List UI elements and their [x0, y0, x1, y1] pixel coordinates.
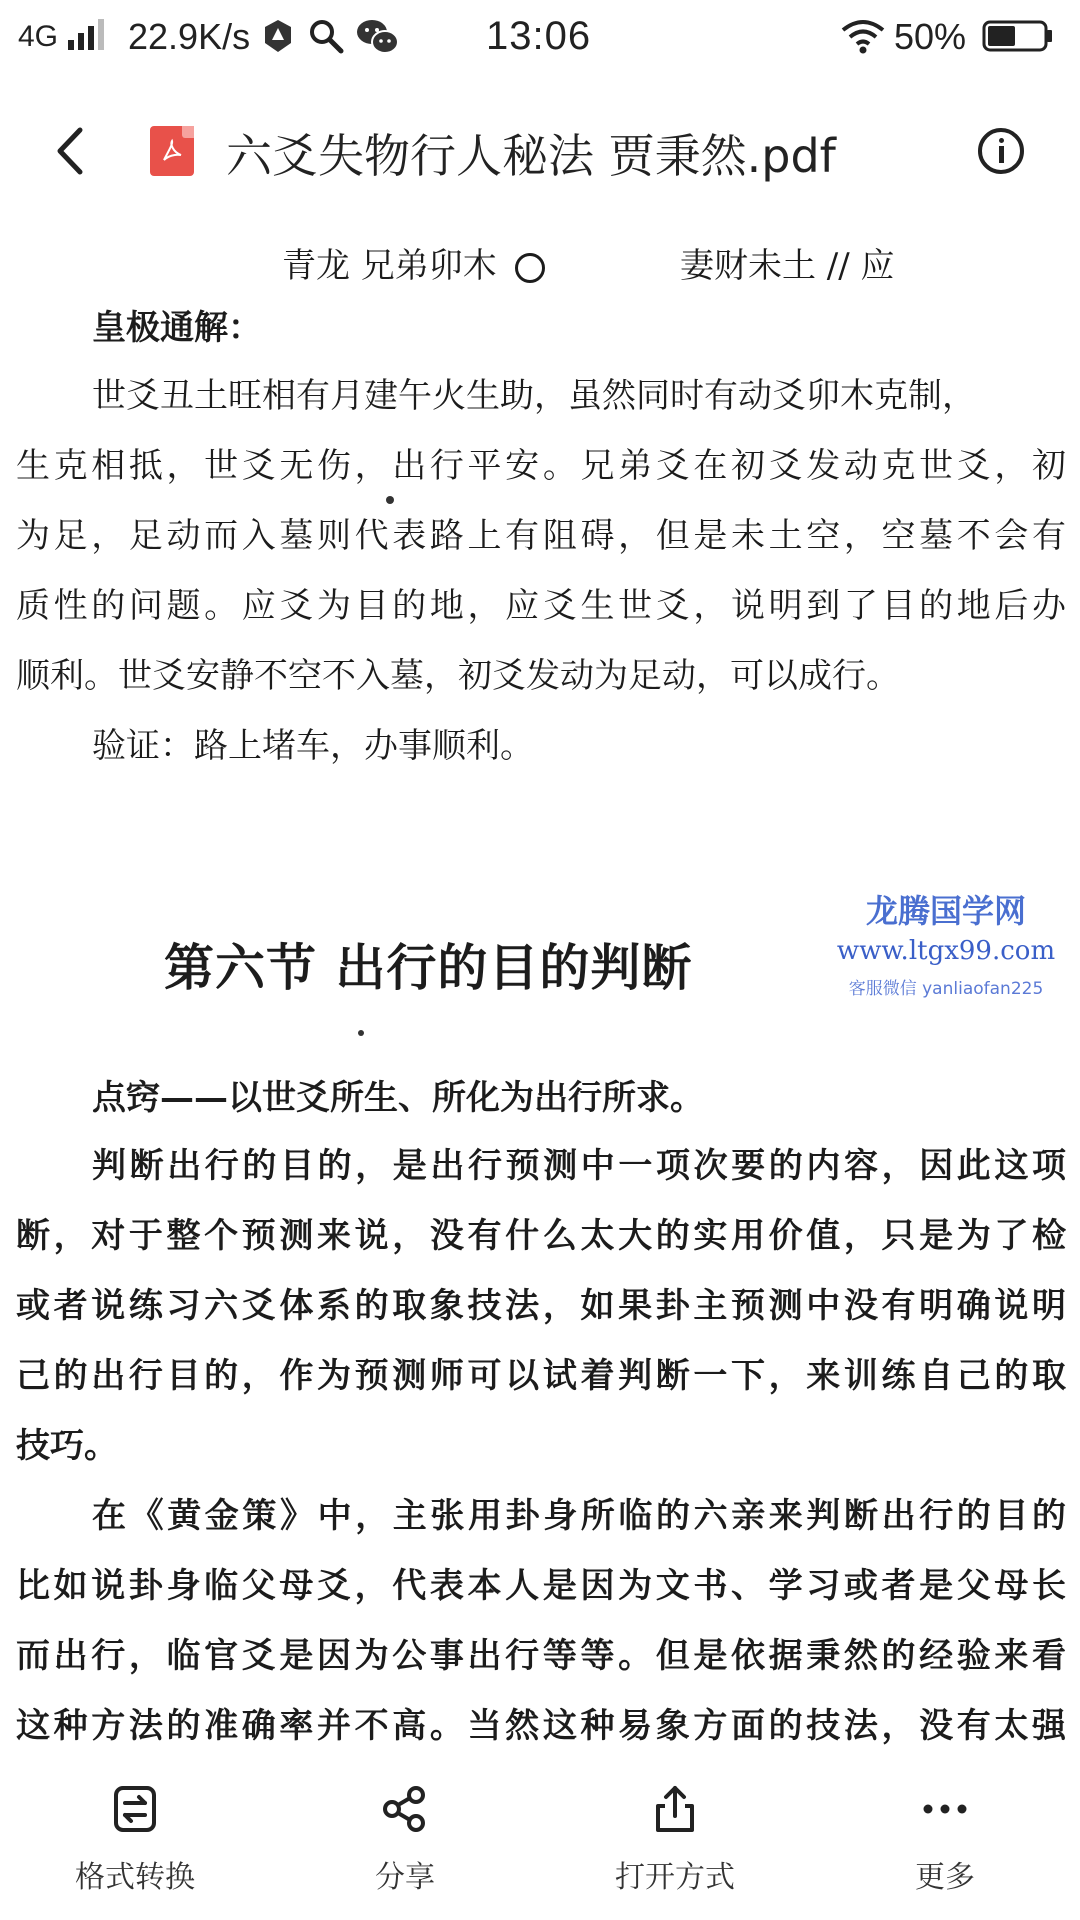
paragraph-line: 生克相抵，世爻无伤，出行平安。兄弟爻在初爻发动克世爻，初	[16, 446, 1066, 486]
paragraph-line: 判断出行的目的，是出行预测中一项次要的内容，因此这项	[92, 1146, 1066, 1186]
watermark-name: 龙腾国学网	[865, 892, 1026, 930]
more-label: 更多	[915, 1860, 975, 1895]
info-icon[interactable]	[978, 128, 1024, 174]
back-button[interactable]	[44, 118, 104, 184]
open-with-label: 打开方式	[615, 1860, 735, 1895]
pdf-file-icon	[150, 126, 194, 176]
hexagram-line-left: 青龙 兄弟卯木	[282, 238, 545, 287]
scan-speck	[358, 1030, 364, 1036]
scan-speck	[386, 496, 394, 504]
key-point-line: 点窍——以世爻所生、所化为出行所求。	[92, 1078, 704, 1118]
format-convert-button[interactable]	[0, 1770, 270, 1920]
paragraph-line: 己的出行目的，作为预测师可以试着判断一下，来训练自己的取	[16, 1356, 1066, 1396]
signal-icon	[66, 18, 106, 52]
battery-percent: 50%	[894, 16, 967, 57]
paragraph-line: 顺利。世爻安静不空不入墓，初爻发动为足动，可以成行。	[16, 656, 900, 696]
watermark	[816, 886, 1076, 999]
battery-icon	[982, 20, 1054, 52]
paragraph-line: 为足，足动而入墓则代表路上有阻碍，但是未土空，空墓不会有	[16, 516, 1066, 556]
search-icon	[308, 18, 344, 54]
format-convert-icon	[110, 1784, 160, 1834]
paragraph-line: 断，对于整个预测来说，没有什么太大的实用价值，只是为了检	[16, 1216, 1066, 1256]
open-with-icon	[650, 1784, 700, 1834]
title-bar	[0, 96, 1080, 206]
explain-heading: 皇极通解：	[92, 308, 262, 348]
open-with-button[interactable]	[540, 1770, 810, 1920]
paragraph-line: 在《黄金策》中，主张用卦身所临的六亲来判断出行的目的	[92, 1496, 1066, 1536]
wifi-icon	[840, 18, 886, 54]
paragraph-line: 而出行，临官爻是因为公事出行等等。但是依据秉然的经验来看	[16, 1636, 1066, 1676]
verification-line: 验证：路上堵车，办事顺利。	[92, 726, 534, 766]
share-button[interactable]	[270, 1770, 540, 1920]
clock: 13:06	[486, 14, 592, 58]
paragraph-line: 这种方法的准确率并不高。当然这种易象方面的技法，没有太强	[16, 1706, 1066, 1746]
status-bar	[0, 0, 1080, 80]
paragraph-line: 世爻丑土旺相有月建午火生助，虽然同时有动爻卯木克制，	[92, 376, 976, 416]
document-title: 六爻失物行人秘法 贾秉然.pdf	[226, 129, 836, 183]
pdf-page-content	[0, 222, 1080, 1770]
watermark-url: www.ltgx99.com	[836, 936, 1056, 966]
vpn-shield-icon	[262, 18, 294, 54]
paragraph-line: 质性的问题。应爻为目的地，应爻生世爻，说明到了目的地后办	[16, 586, 1066, 626]
yang-moving-line-icon	[515, 253, 545, 283]
share-label: 分享	[375, 1860, 435, 1895]
watermark-contact: 客服微信 yanliaofan225	[848, 979, 1044, 999]
bottom-toolbar	[0, 1770, 1080, 1920]
network-type: 4G	[18, 20, 59, 53]
hexagram-line-right: 妻财未土 // 应	[680, 246, 895, 286]
network-speed: 22.9K/s	[128, 16, 251, 57]
paragraph-line: 技巧。	[16, 1426, 118, 1466]
section-title: 第六节 出行的目的判断	[164, 939, 693, 997]
share-icon	[380, 1784, 430, 1834]
format-convert-label: 格式转换	[75, 1860, 195, 1895]
paragraph-line: 比如说卦身临父母爻，代表本人是因为文书、学习或者是父母长	[16, 1566, 1066, 1606]
paragraph-line: 或者说练习六爻体系的取象技法，如果卦主预测中没有明确说明	[16, 1286, 1066, 1326]
more-button[interactable]	[810, 1770, 1080, 1920]
wechat-icon	[356, 18, 400, 56]
more-icon	[920, 1784, 970, 1834]
